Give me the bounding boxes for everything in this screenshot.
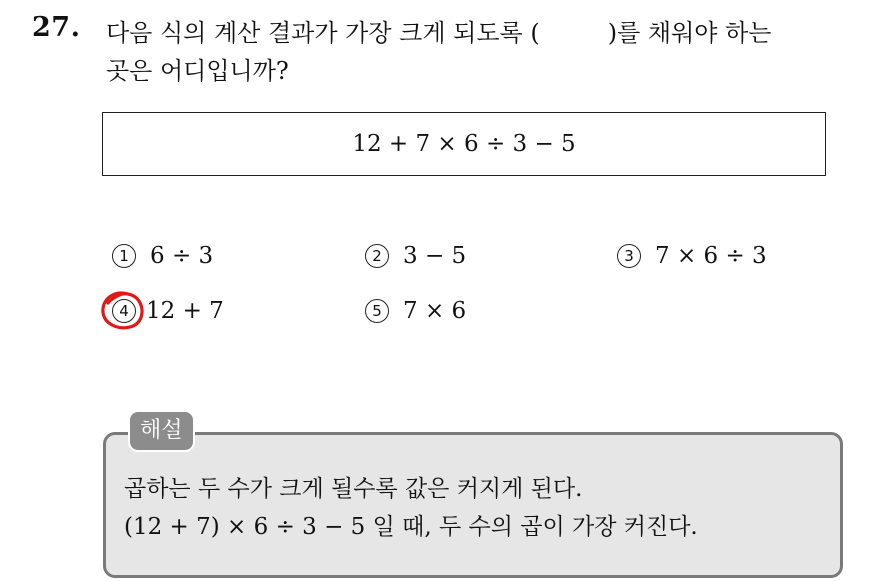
expression: 12 + 7 × 6 ÷ 3 − 5 (352, 131, 576, 157)
choice-3-text: 7 × 6 ÷ 3 (655, 243, 767, 269)
choice-4-text: 12 + 7 (146, 298, 224, 324)
choice-5[interactable] (365, 298, 466, 324)
question-text (106, 14, 866, 90)
choice-1-marker: 1 (112, 244, 136, 268)
question-number: 27. (32, 12, 81, 43)
choice-1-text: 6 ÷ 3 (150, 243, 214, 269)
choice-2-text: 3 − 5 (403, 243, 467, 269)
question-text-before-blank: 다음 식의 계산 결과가 가장 크게 되도록 ( (106, 19, 540, 47)
question-text-after-blank: )를 채워야 하는 (607, 19, 772, 47)
choice-5-text: 7 × 6 (403, 298, 467, 324)
choice-1[interactable] (112, 243, 213, 269)
solution-text (124, 470, 698, 546)
choice-3-marker: 3 (617, 244, 641, 268)
question-text-line2: 곳은 어디입니까? (106, 57, 289, 85)
choice-4-marker: 4 (112, 299, 136, 323)
choice-5-marker: 5 (365, 299, 389, 323)
solution-line-1: 곱하는 두 수가 크게 될수록 값은 커지게 된다. (124, 476, 583, 502)
answer-mark-circle-icon (98, 289, 148, 333)
choice-2[interactable] (365, 243, 466, 269)
solution-line-2: (12 + 7) × 6 ÷ 3 − 5 일 때, 두 수의 곱이 가장 커진다. (124, 514, 698, 540)
choice-2-marker: 2 (365, 244, 389, 268)
choice-3[interactable] (617, 243, 767, 269)
solution-label: 해설 (128, 410, 195, 452)
expression-box (102, 112, 826, 176)
